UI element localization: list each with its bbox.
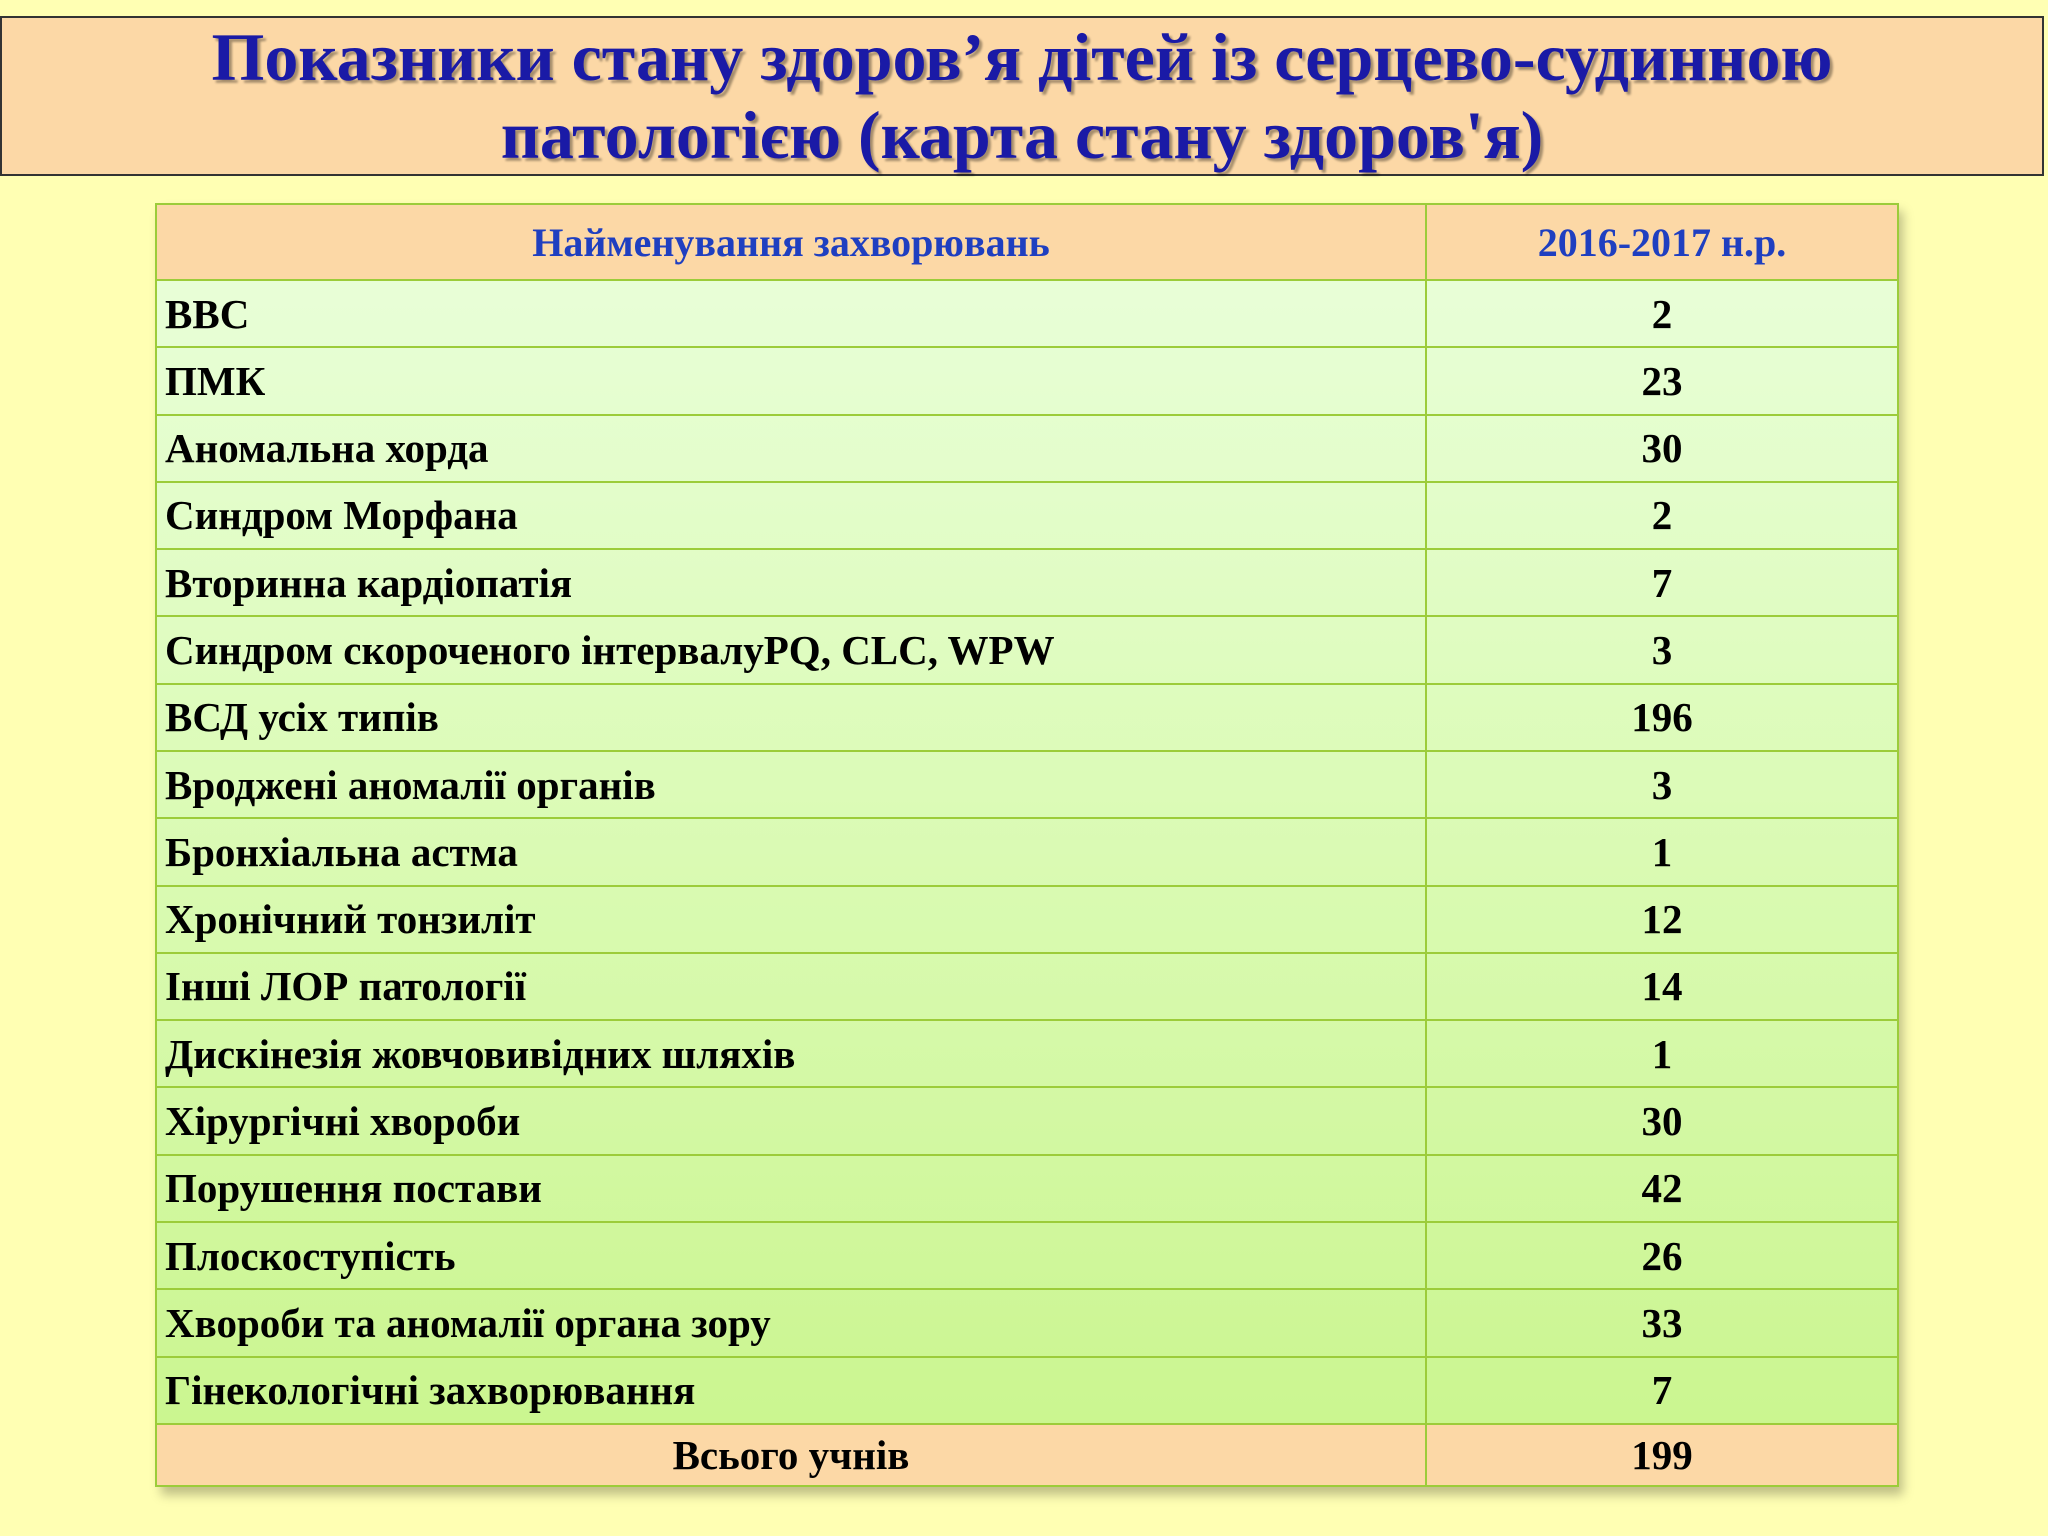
table-row	[156, 818, 1898, 885]
table-footer	[156, 1424, 1898, 1486]
health-table-container	[155, 203, 1897, 1487]
column-header-year: 2016-2017 н.р.	[1426, 204, 1898, 280]
disease-name-cell: Дискінезія жовчовивідних шляхів	[156, 1020, 1426, 1087]
table-row	[156, 1357, 1898, 1425]
total-value: 199	[1426, 1424, 1898, 1486]
table-row	[156, 1020, 1898, 1087]
count-cell: 30	[1426, 1087, 1898, 1154]
total-row	[156, 1424, 1898, 1486]
count-cell: 42	[1426, 1155, 1898, 1222]
disease-name-cell: Плоскоступість	[156, 1222, 1426, 1289]
count-cell: 2	[1426, 482, 1898, 549]
count-cell: 1	[1426, 1020, 1898, 1087]
disease-name-cell: ПМК	[156, 347, 1426, 414]
table-row	[156, 1155, 1898, 1222]
count-cell: 30	[1426, 415, 1898, 482]
count-cell: 1	[1426, 818, 1898, 885]
table-row	[156, 1289, 1898, 1356]
count-cell: 196	[1426, 684, 1898, 751]
disease-name-cell: Вторинна кардіопатія	[156, 549, 1426, 616]
count-cell: 3	[1426, 616, 1898, 683]
count-cell: 2	[1426, 280, 1898, 347]
disease-name-cell: Аномальна хорда	[156, 415, 1426, 482]
disease-name-cell: ВСД усіх типів	[156, 684, 1426, 751]
disease-name-cell: Хірургічні хвороби	[156, 1087, 1426, 1154]
health-table	[155, 203, 1899, 1487]
count-cell: 14	[1426, 953, 1898, 1020]
table-row	[156, 751, 1898, 818]
table-row	[156, 886, 1898, 953]
count-cell: 3	[1426, 751, 1898, 818]
count-cell: 7	[1426, 549, 1898, 616]
table-row	[156, 280, 1898, 347]
disease-name-cell: Гінекологічні захворювання	[156, 1357, 1426, 1425]
table-header-row	[156, 204, 1898, 280]
disease-name-cell: Хвороби та аномалії органа зору	[156, 1289, 1426, 1356]
table-row	[156, 549, 1898, 616]
count-cell: 26	[1426, 1222, 1898, 1289]
disease-name-cell: Синдром скороченого інтервалуPQ, CLC, WPW	[156, 616, 1426, 683]
column-header-disease: Найменування захворювань	[156, 204, 1426, 280]
table-row	[156, 415, 1898, 482]
page-title: Показники стану здоров’я дітей із серцево-судинною патологією (карта стану здоров'я)	[211, 19, 1833, 173]
disease-name-cell: ВВС	[156, 280, 1426, 347]
table-row	[156, 616, 1898, 683]
disease-name-cell: Вроджені аномалії органів	[156, 751, 1426, 818]
disease-name-cell: Бронхіальна астма	[156, 818, 1426, 885]
title-banner	[0, 16, 2044, 176]
table-row	[156, 347, 1898, 414]
count-cell: 12	[1426, 886, 1898, 953]
disease-name-cell: Хронічний тонзиліт	[156, 886, 1426, 953]
disease-name-cell: Порушення постави	[156, 1155, 1426, 1222]
table-header	[156, 204, 1898, 280]
disease-name-cell: Синдром Морфана	[156, 482, 1426, 549]
table-row	[156, 1087, 1898, 1154]
table-row	[156, 1222, 1898, 1289]
disease-name-cell: Інші ЛОР патології	[156, 953, 1426, 1020]
table-body	[156, 280, 1898, 1424]
table-row	[156, 482, 1898, 549]
total-label: Всього учнів	[156, 1424, 1426, 1486]
count-cell: 23	[1426, 347, 1898, 414]
count-cell: 33	[1426, 1289, 1898, 1356]
table-row	[156, 684, 1898, 751]
table-row	[156, 953, 1898, 1020]
count-cell: 7	[1426, 1357, 1898, 1425]
